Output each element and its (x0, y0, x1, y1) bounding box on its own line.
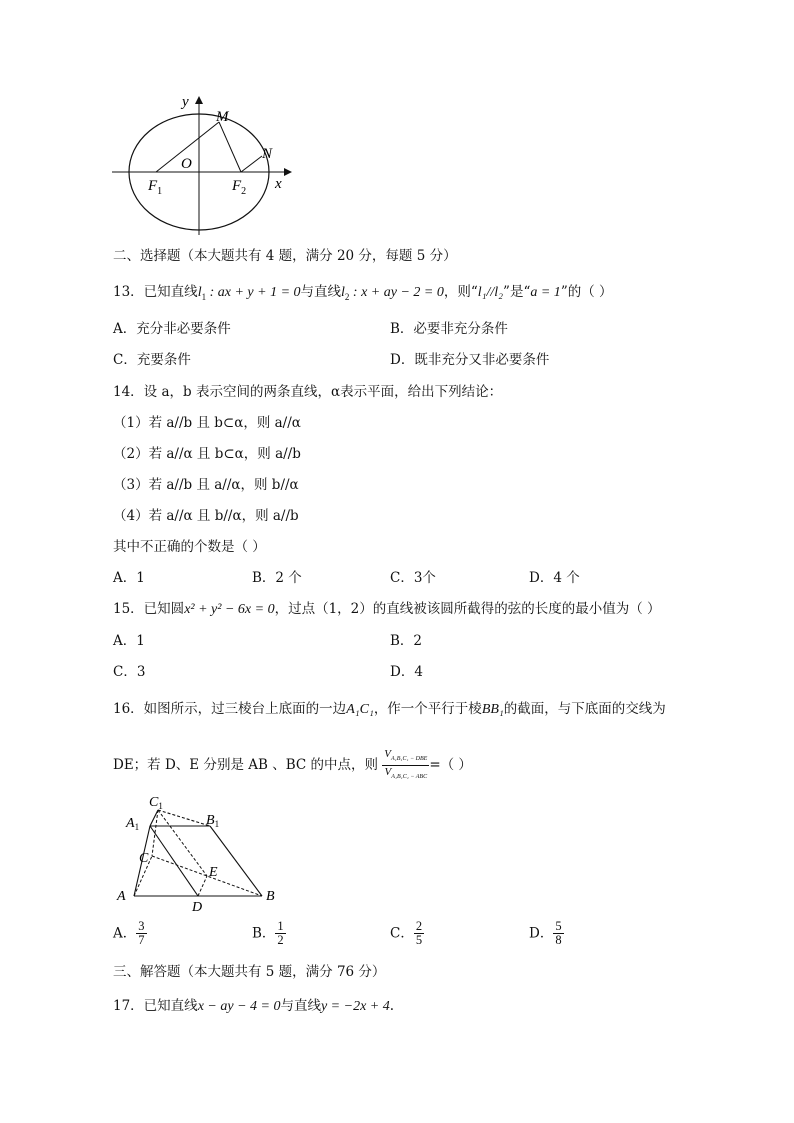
vertex-a1-label: $A_1$ (126, 816, 140, 832)
point-n-label: N (262, 146, 273, 162)
point-d-label: D (192, 900, 203, 915)
focus-f2-label: $F_2$ (232, 178, 247, 197)
q15-option-d[interactable]: D．4 (390, 664, 423, 680)
focus-f1-label: $F_1$ (148, 178, 163, 197)
q13-option-d[interactable]: D．既非充分又非必要条件 (390, 352, 550, 368)
volume-ratio: $\frac{V_{A_1B_1C_1 - DBE}}{V_{A_1B_1C_1 - ABC}}$ (384, 748, 428, 781)
point-m-label: M (216, 109, 229, 125)
ellipse-figure (112, 90, 302, 240)
q15-option-a[interactable]: A．1 (113, 633, 145, 649)
q16-option-a[interactable]: A． $\frac{3}{7}$ (113, 919, 145, 947)
origin-label: O (181, 156, 192, 172)
vertex-c-label: C (139, 851, 149, 866)
q14-option-a[interactable]: A．1 (113, 570, 145, 586)
section-3-heading: 三、解答题（本大题共有 5 题，满分 76 分） (113, 964, 386, 980)
q13-option-b[interactable]: B．必要非充分条件 (390, 321, 508, 337)
frustum-figure (112, 792, 292, 916)
q16-option-d[interactable]: D． $\frac{5}{8}$ (529, 919, 562, 947)
x-axis-label: x (275, 176, 282, 192)
q14-statement-2: （2）若 a//α 且 b⊂α，则 a//b (113, 446, 301, 462)
q14-question: 其中不正确的个数是（ ） (113, 539, 266, 555)
vertex-c1-label: $C_1$ (149, 795, 163, 811)
question-16-stem-line1: 16．如图所示，过三棱台上底面的一边A₁C₁，作一个平行于棱BB₁的截面，与下底面的交线为 (113, 701, 666, 717)
q16-option-c[interactable]: C． $\frac{2}{5}$ (390, 919, 423, 947)
vertex-a-label: A (117, 889, 126, 904)
q14-statement-1: （1）若 a//b 且 b⊂α，则 a//α (113, 415, 301, 431)
vertex-b1-label: $B_1$ (206, 813, 220, 829)
vertex-b-label: B (266, 889, 275, 904)
question-16-stem-line2: DE；若 D、E 分别是 AB 、BC 的中点，则 $\frac{V_{A_1B_1C_1 - DBE}}{V_{A_1B_1C_1 - ABC}}$ =（ ） (113, 748, 472, 783)
question-13-stem: 13．已知直线$l_1$ : ax + y + 1 = 0与直线$l_2$ : x + ay − 2 = 0，则“l₁//l₂”是“a = 1”的（ ） (113, 284, 613, 302)
q14-option-b[interactable]: B．2 个 (252, 570, 302, 586)
q13-option-a[interactable]: A．充分非必要条件 (113, 321, 231, 337)
question-15-stem: 15．已知圆x² + y² − 6x = 0，过点（1，2）的直线被该圆所截得的弦的长度的最小值为（ ） (113, 601, 661, 617)
section-2-heading: 二、选择题（本大题共有 4 题，满分 20 分，每题 5 分） (113, 248, 457, 264)
q14-option-c[interactable]: C．3个 (390, 570, 436, 586)
q13-option-c[interactable]: C．充要条件 (113, 352, 191, 368)
point-e-label: E (209, 865, 218, 880)
q16-option-b[interactable]: B． $\frac{1}{2}$ (252, 919, 284, 947)
q14-statement-3: （3）若 a//b 且 a//α，则 b//α (113, 477, 299, 493)
q15-option-b[interactable]: B．2 (390, 633, 423, 649)
q14-statement-4: （4）若 a//α 且 b//α，则 a//b (113, 508, 299, 524)
question-17-stem: 17．已知直线x − ay − 4 = 0与直线y = −2x + 4. (113, 998, 395, 1014)
q14-option-d[interactable]: D．4 个 (529, 570, 580, 586)
y-axis-label: y (182, 94, 189, 110)
q15-option-c[interactable]: C．3 (113, 664, 146, 680)
question-14-stem: 14．设 a，b 表示空间的两条直线，α表示平面，给出下列结论： (113, 384, 503, 400)
